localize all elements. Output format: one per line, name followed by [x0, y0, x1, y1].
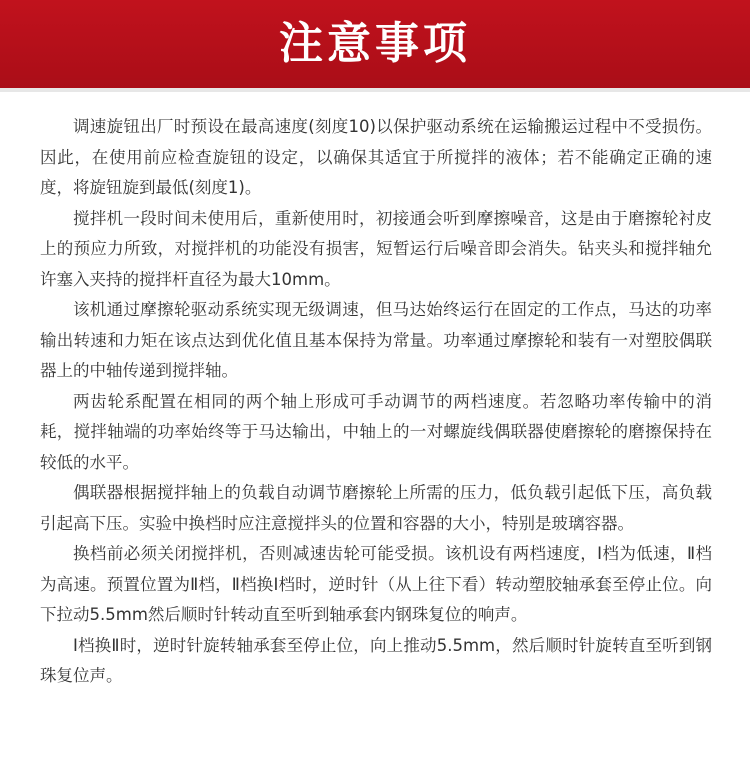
note-paragraph-gear-shift-down: 换档前必须关闭搅拌机，否则减速齿轮可能受损。该机设有两档速度，I档为低速，Ⅱ档为高速。预置位置为Ⅱ档，Ⅱ档换I档时，逆时针（从上往下看）转动塑胶轴承套至停止位。向下拉动5.5mm然后顺时针转动直至听到轴承套内钢珠复位的响声。 — [40, 544, 712, 624]
header-banner — [0, 0, 750, 92]
note-paragraph-friction-noise: 搅拌机一段时间未使用后，重新使用时，初接通会听到摩擦噪音，这是由于磨擦轮衬皮上的预应力所致，对搅拌机的功能没有损害，短暂运行后噪音即会消失。钻夹头和搅拌轴允许塞入夹持的搅拌杆直径为最大10mm。 — [40, 208, 712, 289]
note-paragraph-speed-knob: 调速旋钮出厂时预设在最高速度(刻度10)以保护驱动系统在运输搬运过程中不受损伤。因此，在使用前应检查旋钮的设定，以确保其适宜于所搅拌的液体；若不能确定正确的速度，将旋钮旋到最低(刻度1)。 — [40, 117, 712, 197]
note-paragraph-coupler: 偶联器根据搅拌轴上的负载自动调节磨擦轮上所需的压力，低负载引起低下压，高负载引起高下压。实验中换档时应注意搅拌头的位置和容器的大小，特别是玻璃容器。 — [40, 483, 712, 533]
note-paragraph-drive-system: 该机通过摩擦轮驱动系统实现无级调速，但马达始终运行在固定的工作点，马达的功率输出转速和力矩在该点达到优化值且基本保持为常量。功率通过摩擦轮和装有一对塑胶偶联器上的中轴传递到搅拌轴。 — [40, 300, 712, 380]
notes-content — [40, 112, 712, 692]
page-title: 注意事项 — [279, 18, 471, 69]
note-paragraph-gear-shift-up: I档换Ⅱ时，逆时针旋转轴承套至停止位，向上推动5.5mm，然后顺时针旋转直至听到钢珠复位声。 — [40, 635, 712, 685]
note-paragraph-gear-train: 两齿轮系配置在相同的两个轴上形成可手动调节的两档速度。若忽略功率传输中的消耗，搅拌轴端的功率始终等于马达输出，中轴上的一对螺旋线偶联器使磨擦轮的磨擦保持在较低的水平。 — [40, 391, 712, 472]
